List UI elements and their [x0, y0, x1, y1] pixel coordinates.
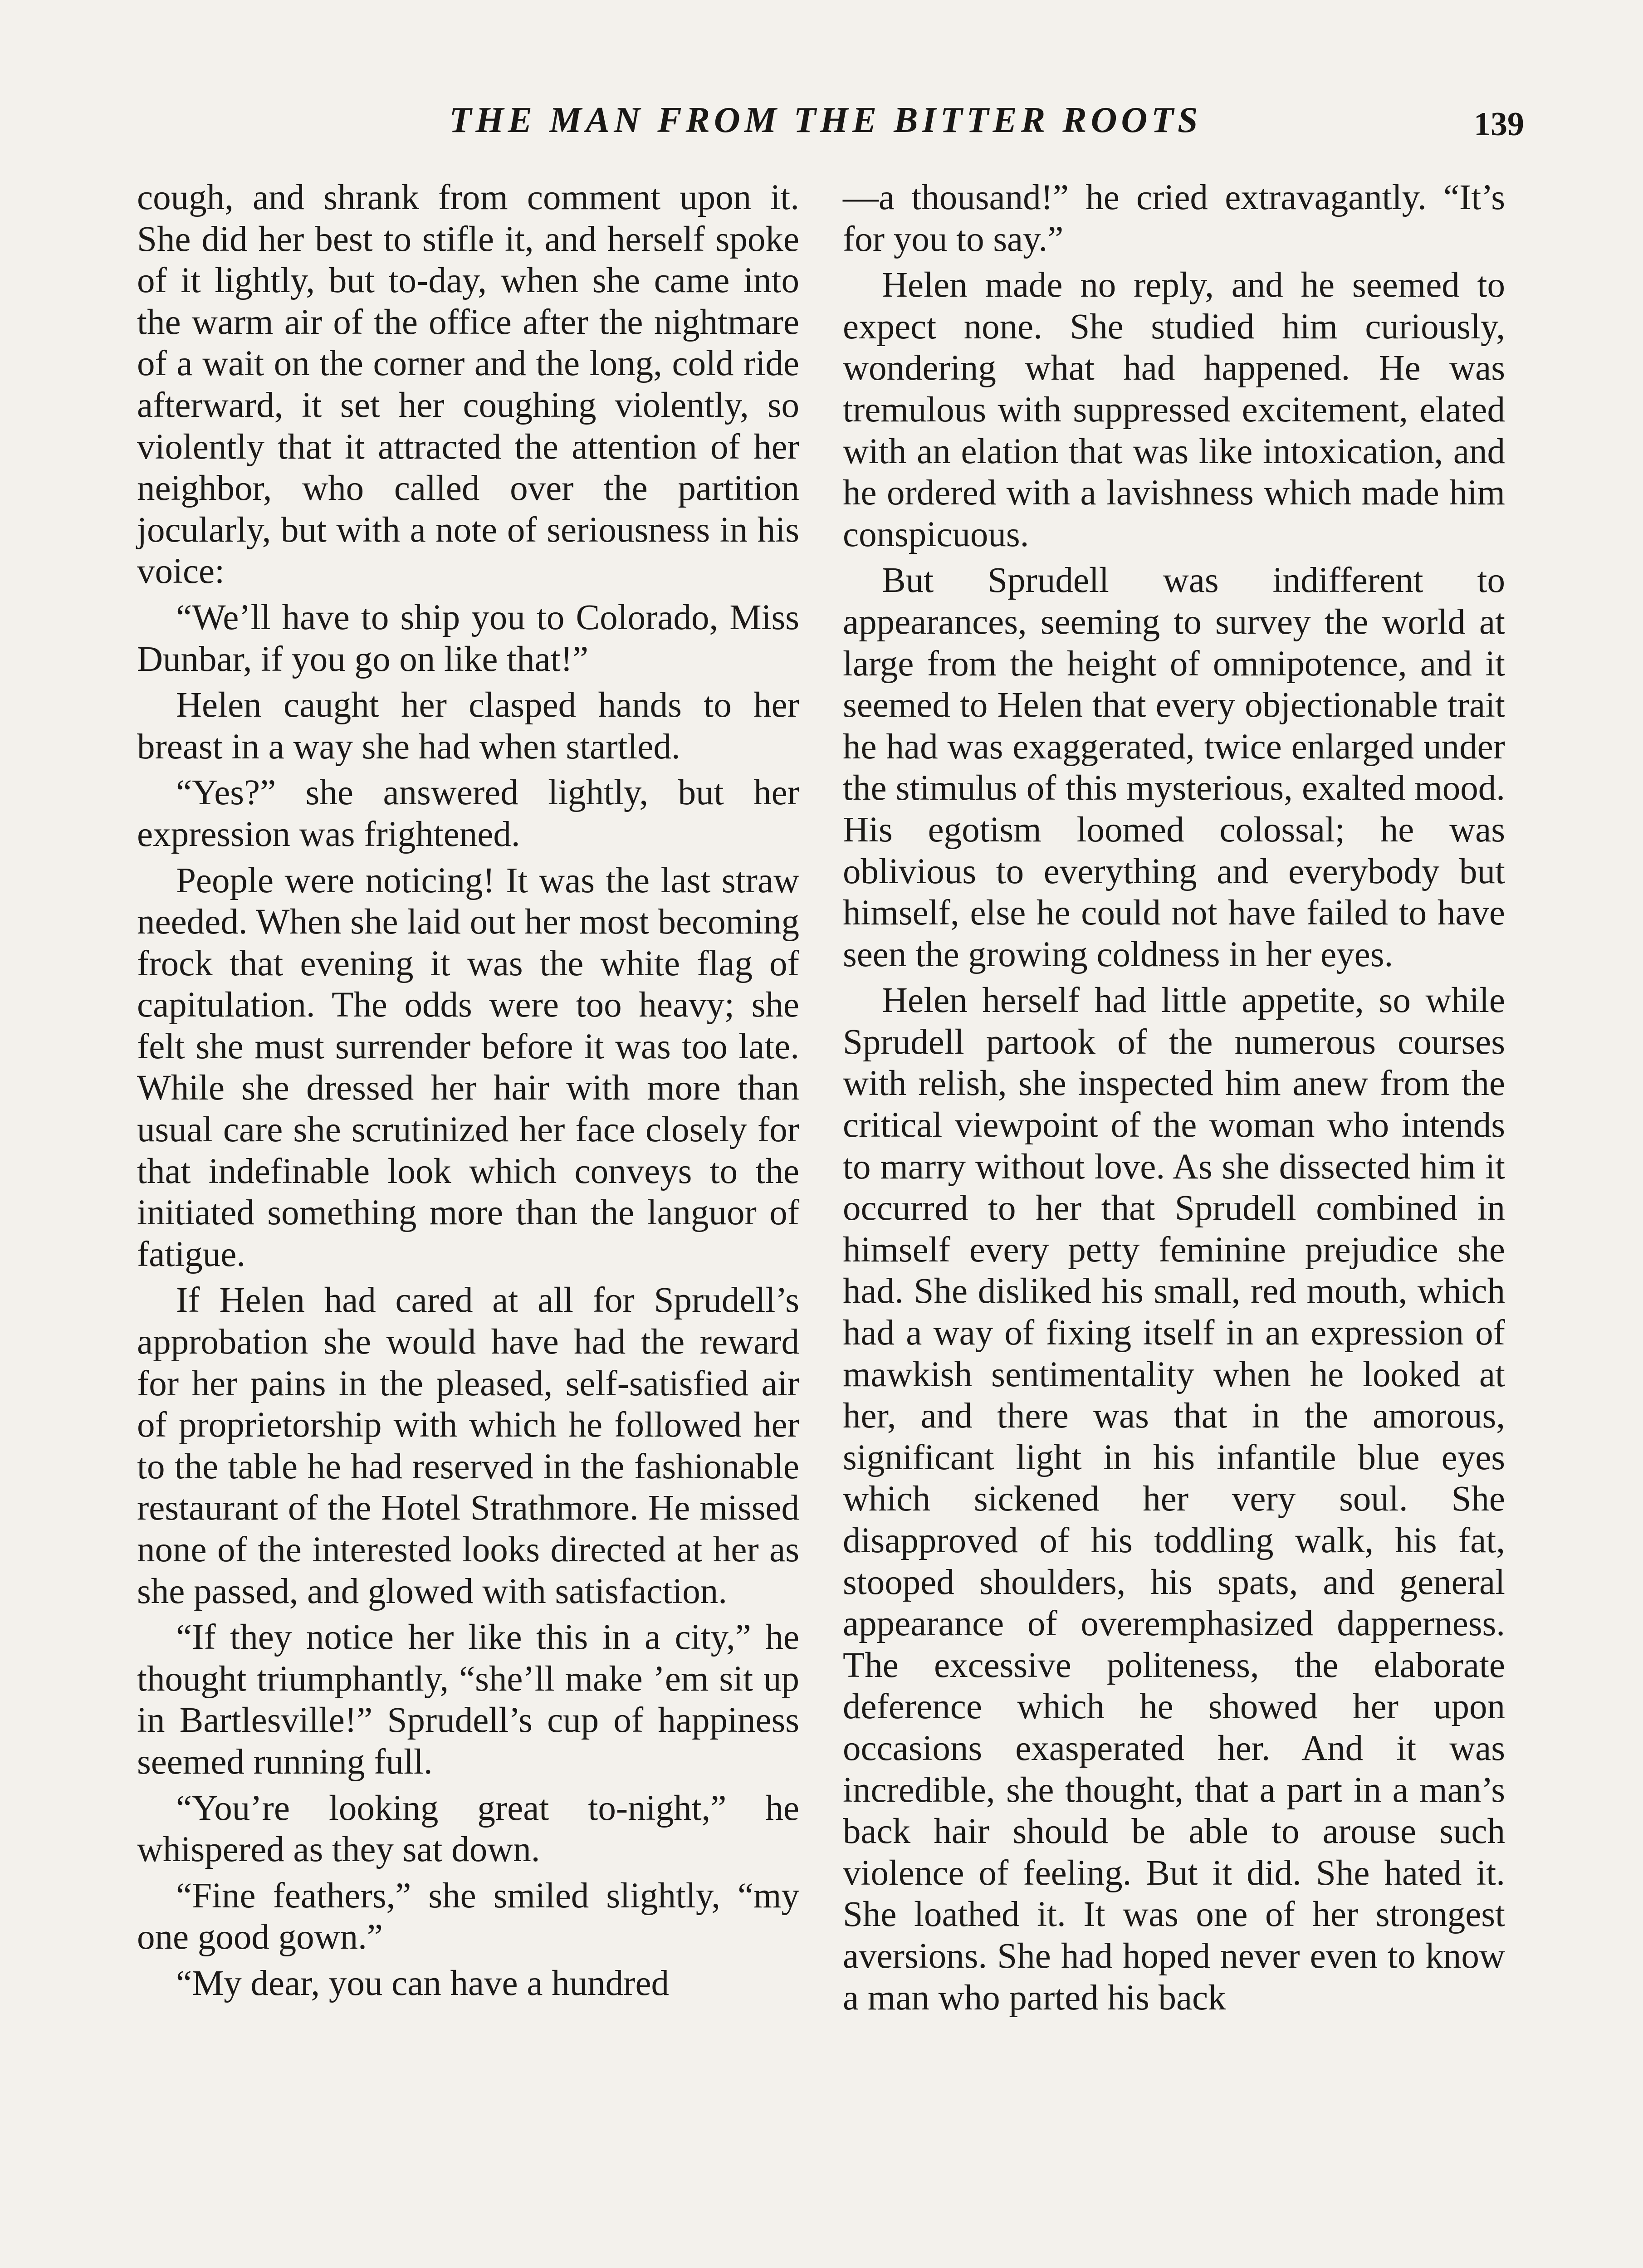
paragraph: Helen caught her clasped hands to her breast in a way she had when startled.: [137, 685, 799, 767]
right-column: [843, 177, 1505, 2023]
paragraph: If Helen had cared at all for Sprudell’s approbation she would have had the reward for her pains in the pleased, self-satisfied air of proprietorship with which he followed her to the table he had reserved in the fashionable restaurant of the Hotel Strathmore. He missed none of the interested looks directed at her as she passed, and glowed with satisfaction.: [137, 1281, 799, 1611]
paragraph: “Yes?” she answered lightly, but her expression was frightened.: [137, 773, 799, 854]
paragraph: cough, and shrank from comment upon it. She did her best to stifle it, and herself spoke of it lightly, but to-day, when she came into the warm air of the office after the nightmare of a wait on the corner and the long, cold ride afterward, it set her coughing violently, so violently that it attracted the attention of her neighbor, who called over the partition jocularly, but with a note of seriousness in his voice:: [137, 178, 799, 591]
running-title: THE MAN FROM THE BITTER ROOTS: [449, 100, 1202, 140]
paragraph: But Sprudell was indifferent to appearances, seeming to survey the world at large from the height of omnipotence, and it seemed to Helen that every objectionable trait he had was exaggerated, twice enlarged under the stimulus of this mysterious, exalted mood. His egotism loomed colossal; he was oblivious to everything and everybody but himself, else he could not have failed to have seen the growing coldness in her eyes.: [843, 561, 1505, 974]
page-number: 139: [1474, 106, 1524, 143]
paragraph: “My dear, you can have a hundred: [176, 1963, 670, 2003]
paragraph: “Fine feathers,” she smiled slightly, “my one good gown.”: [137, 1876, 799, 1957]
paragraph: Helen made no reply, and he seemed to expect none. She studied him curiously, wondering what had happened. He was tremulous with suppressed excitement, elated with an elation that was like intoxication, and he ordered with a lavishness which made him conspicuous.: [843, 265, 1505, 554]
paragraph: “You’re looking great to-night,” he whispered as they sat down.: [137, 1788, 799, 1870]
paragraph: People were noticing! It was the last straw needed. When she laid out her most becoming frock that evening it was the white flag of capitulation. The odds were too heavy; she felt she must surrender before it was too late. While she dressed her hair with more than usual care she scrutinized her face closely for that indefinable look which conveys to the initiated something more than the languor of fatigue.: [137, 860, 799, 1274]
left-column: [137, 177, 799, 2009]
paragraph: Helen herself had little appetite, so while Sprudell partook of the numerous courses with relish, she inspected him anew from the critical viewpoint of the woman who intends to marry without love. As she dissected him it occurred to her that Sprudell combined in himself every petty feminine prejudice she had. She disliked his small, red mouth, which had a way of fixing itself in an expression of mawkish sentimentality when he looked at her, and there was that in the amorous, significant light in his infantile blue eyes which sickened her very soul. She disapproved of his toddling walk, his fat, stooped shoulders, his spats, and general appearance of overemphasized dapperness. The excessive politeness, the elaborate deference which he showed her upon occasions exasperated her. And it was incredible, she thought, that a part in a man’s back hair should be able to arouse such violence of feeling. But it did. She hated it. She loathed it. It was one of her strongest aversions. She had hoped never even to know a man who parted his back: [843, 981, 1505, 2018]
paragraph: —a thousand!” he cried extravagantly. “It’s for you to say.”: [843, 178, 1505, 259]
paragraph: “We’ll have to ship you to Colorado, Miss Dunbar, if you go on like that!”: [137, 597, 799, 679]
paragraph: “If they notice her like this in a city,” he thought triumphantly, “she’ll make ’em sit up in Bartlesville!” Sprudell’s cup of happiness seemed running full.: [137, 1618, 799, 1782]
